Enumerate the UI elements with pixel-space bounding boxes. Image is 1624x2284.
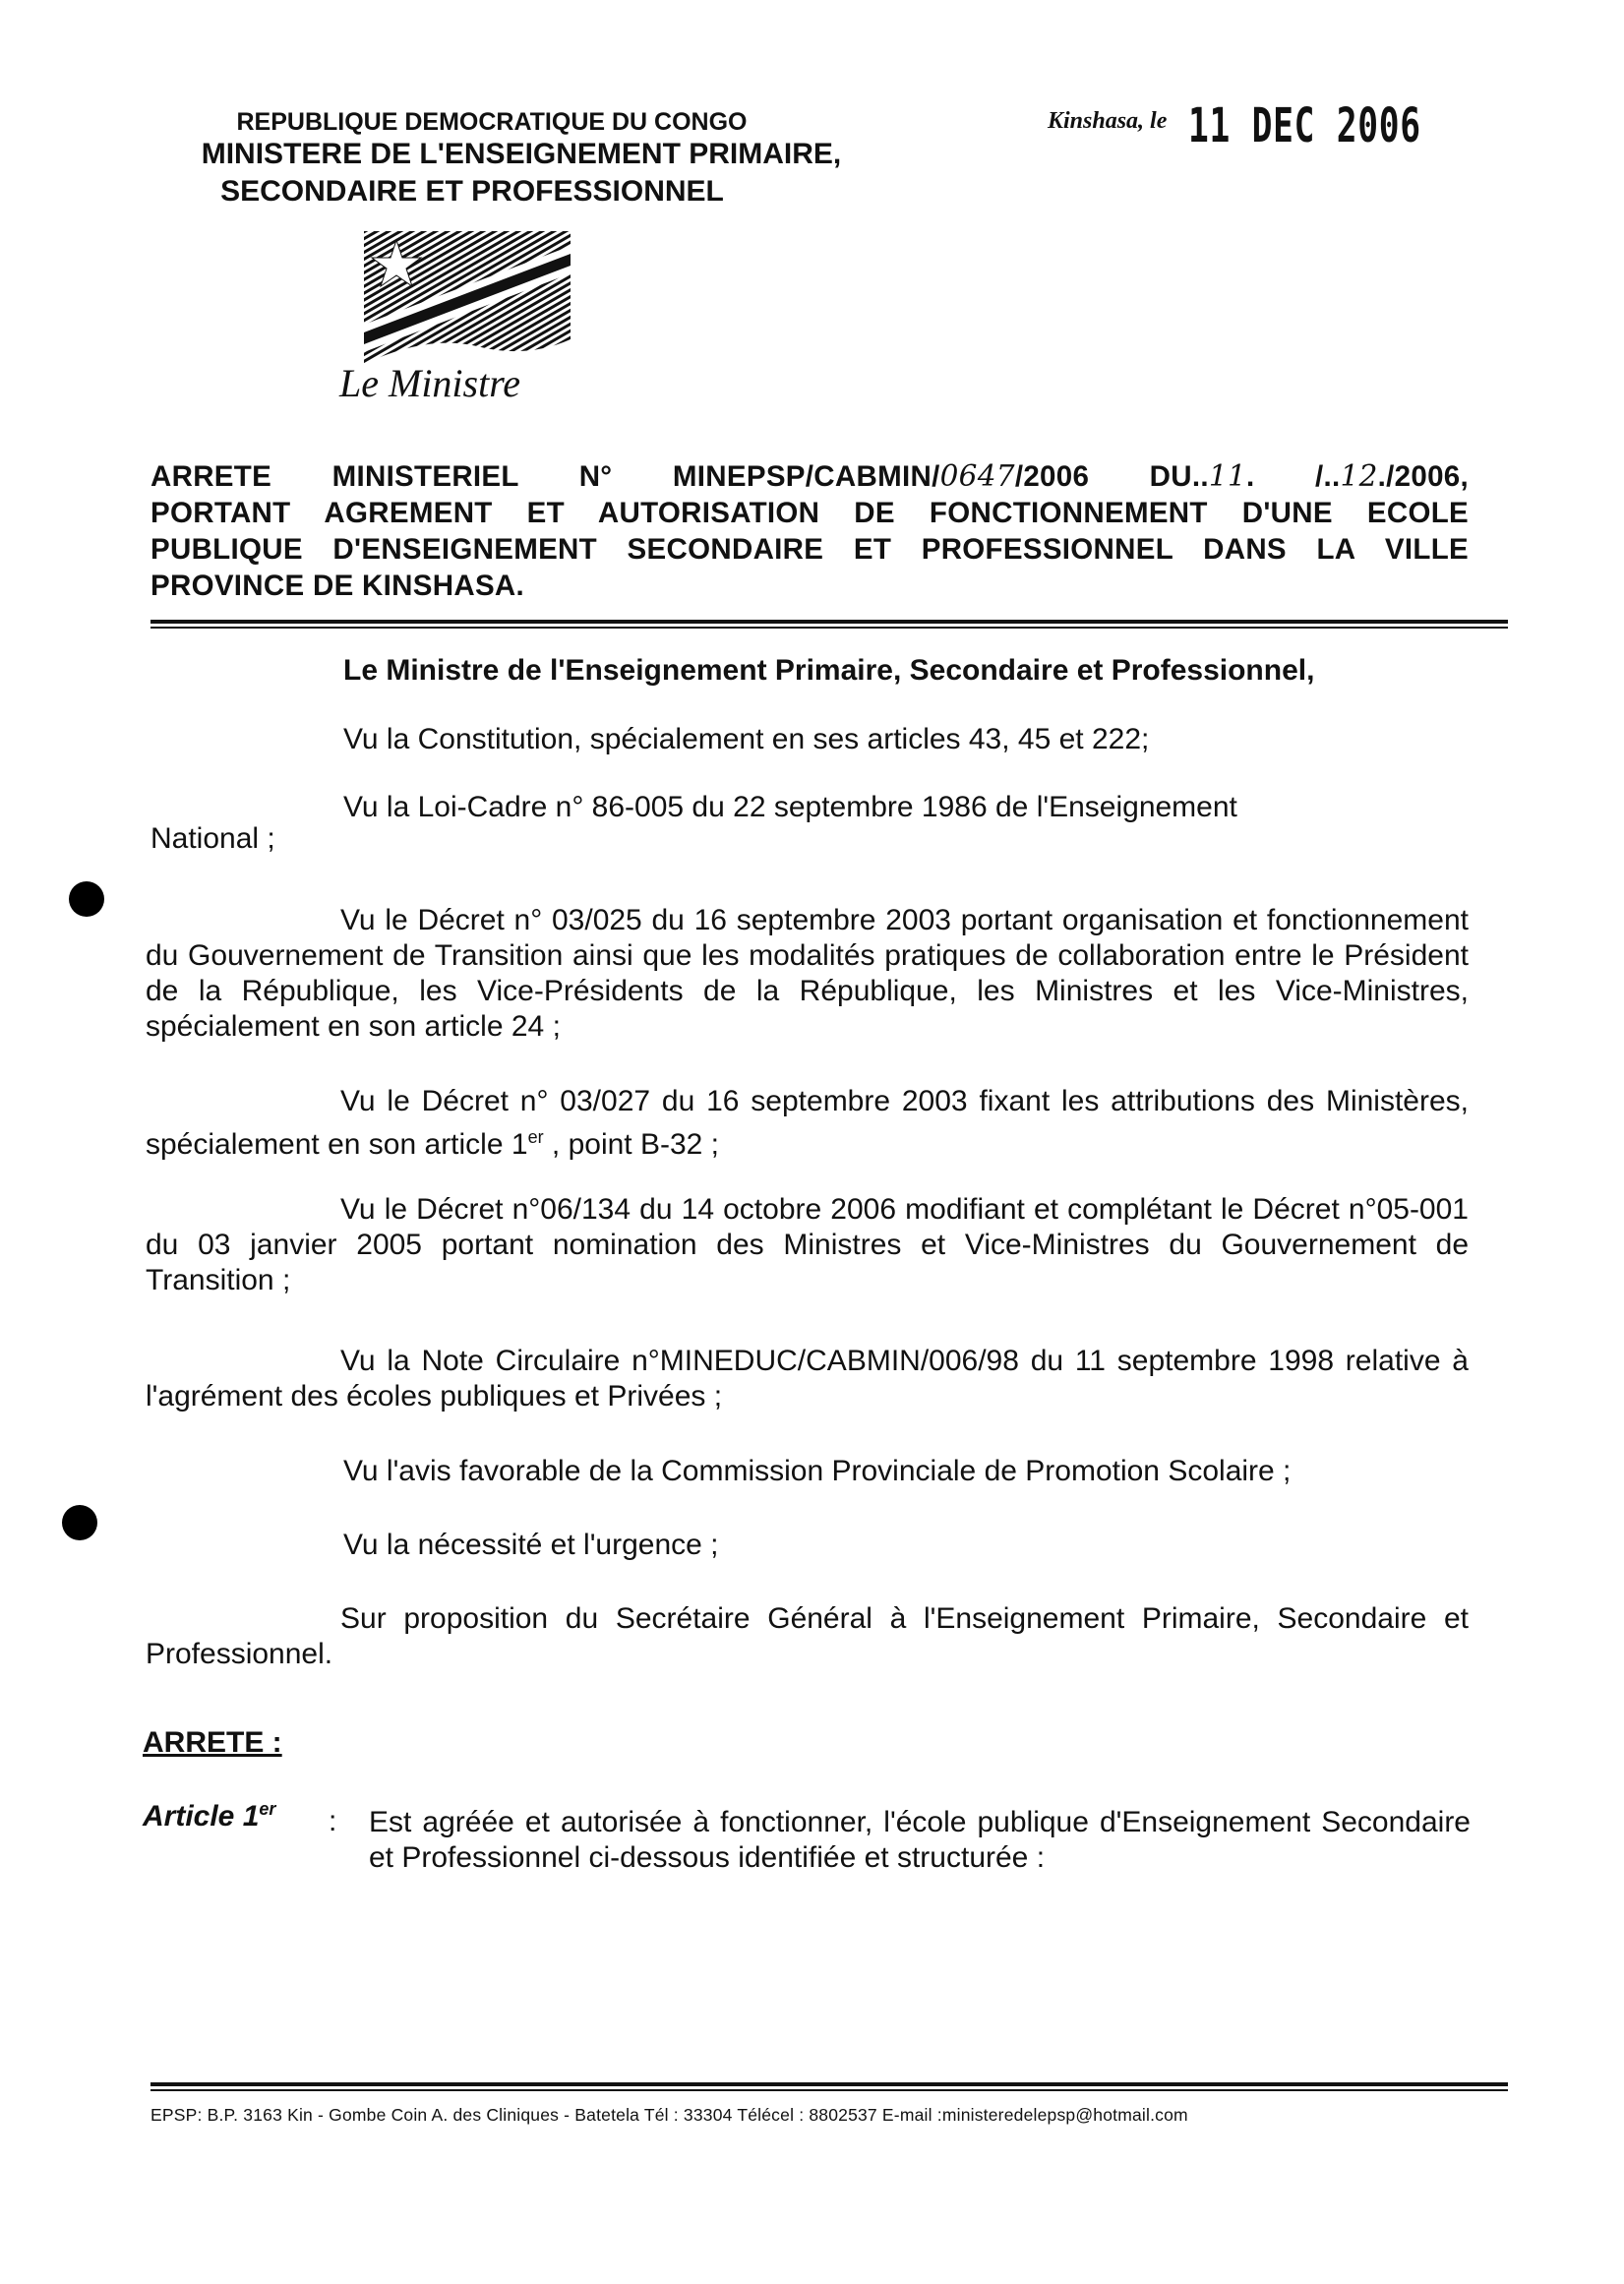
decree-title-line3: PUBLIQUE D'ENSEIGNEMENT SECONDAIRE ET PROFESSIONNEL DANS LA VILLE (150, 533, 1469, 566)
punch-hole-top (69, 881, 104, 917)
title-divider-thin (150, 627, 1508, 629)
article-1-text: Est agréée et autorisée à fonctionner, l'école publique d'Enseignement Secondaire et Professionnel ci-dessous identifiée et structurée : (369, 1806, 1471, 1874)
decree-title-line2: PORTANT AGREMENT ET AUTORISATION DE FONCTIONNEMENT D'UNE ECOLE (150, 497, 1469, 529)
ministry-name-line1: MINISTERE DE L'ENSEIGNEMENT PRIMAIRE, (201, 138, 842, 170)
footer-divider-thin (150, 2089, 1508, 2091)
vu-decret-03-027: Vu le Décret n° 03/027 du 16 septembre 2003 fixant les attributions des Ministères, spécialement en son article 1er , point B-32 ; (146, 1085, 1469, 1161)
handwritten-month: 12 (1340, 459, 1378, 493)
punch-hole-bottom (62, 1505, 97, 1540)
title-divider-thick (150, 620, 1508, 624)
vu-constitution: Vu la Constitution, spécialement en ses articles 43, 45 et 222; (343, 723, 1150, 755)
vu-loi-cadre-line2: National ; (150, 822, 275, 855)
vu-note-circulaire: Vu la Note Circulaire n°MINEDUC/CABMIN/006/98 du 11 septembre 1998 relative à l'agrément des écoles publiques et Privées ; (146, 1345, 1469, 1412)
sur-proposition: Sur proposition du Secrétaire Général à l'Enseignement Primaire, Secondaire et Professionnel. (146, 1602, 1469, 1670)
article-1-label: Article 1er (143, 1799, 276, 1833)
national-flag-icon (359, 226, 575, 374)
vu-avis-favorable: Vu l'avis favorable de la Commission Provinciale de Promotion Scolaire ; (343, 1455, 1292, 1487)
decree-title-line4: PROVINCE DE KINSHASA. (150, 570, 525, 602)
article-1-colon: : (329, 1805, 337, 1837)
decree-title-line1: ARRETE MINISTERIEL N° MINEPSP/CABMIN/0647/2006 DU..11. /..12./2006, (150, 459, 1469, 493)
decree-title (150, 458, 1469, 604)
place-label: Kinshasa, le (1048, 108, 1168, 134)
handwritten-decree-number: 0647 (939, 459, 1015, 493)
handwritten-day: 11 (1208, 459, 1247, 493)
vu-decret-03-025: Vu le Décret n° 03/025 du 16 septembre 2003 portant organisation et fonctionnement du Gouvernement de Transition ainsi que les modalités pratiques de collaboration entre le Président de la République, les Vice-Présidents de la République, les Ministres et les Vice-Ministres, spécialement en son article 24 ; (146, 904, 1469, 1043)
signatory-title: Le Ministre (339, 361, 521, 405)
footer-divider-thick (150, 2082, 1508, 2086)
country-name: REPUBLIQUE DEMOCRATIQUE DU CONGO (236, 108, 748, 136)
vu-decret-06-134: Vu le Décret n°06/134 du 14 octobre 2006 modifiant et complétant le Décret n°05-001 du 03 janvier 2005 portant nomination des Ministres et Vice-Ministres du Gouvernement de Transition ; (146, 1193, 1469, 1296)
handwritten-date: 11 DEC 2006 (1188, 98, 1421, 153)
ministry-name-line2: SECONDAIRE ET PROFESSIONNEL (220, 175, 724, 208)
vu-necessite: Vu la nécessité et l'urgence ; (343, 1529, 719, 1561)
authority-line: Le Ministre de l'Enseignement Primaire, Secondaire et Professionnel, (343, 654, 1315, 687)
vu-loi-cadre-line1: Vu la Loi-Cadre n° 86-005 du 22 septembre 1986 de l'Enseignement (343, 791, 1237, 823)
arrete-heading: ARRETE : (143, 1726, 282, 1759)
footer-contact: EPSP: B.P. 3163 Kin - Gombe Coin A. des Cliniques - Batetela Tél : 33304 Télécel : 8802537 E-mail :ministeredelepsp@hotmail.com (150, 2105, 1188, 2125)
